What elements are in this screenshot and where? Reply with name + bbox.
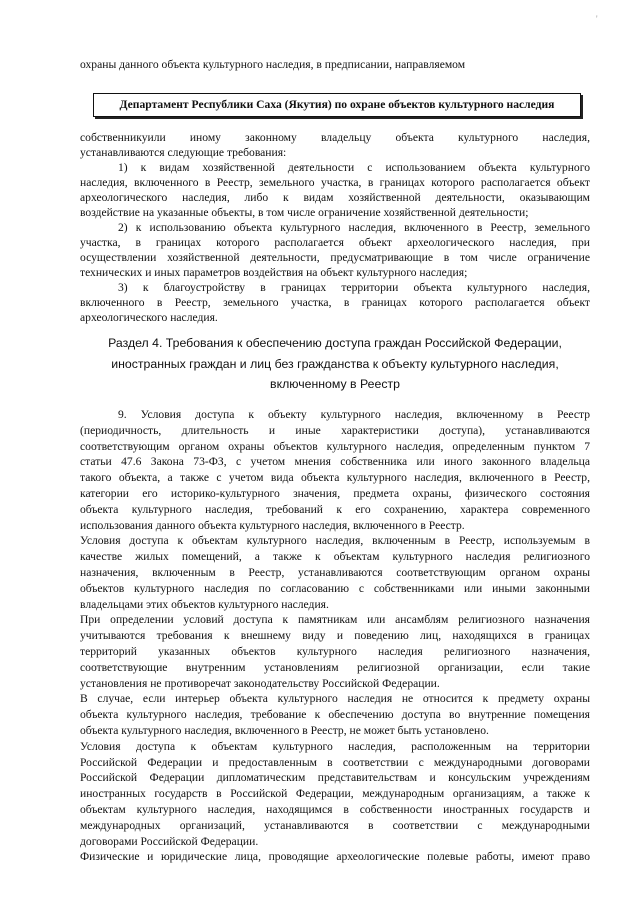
text-line: объекта культурного наследия, требование к обеспечению доступа во внутренние помещения	[80, 708, 590, 721]
text-line: технических и иных параметров воздействия на объект культурного наследия;	[80, 266, 468, 279]
text-line: 3) к благоустройству в границах территории объекта культурного наследия,	[118, 281, 590, 294]
text-line: качестве жилых помещений, а также к объектам культурного наследия религиозного	[80, 550, 590, 563]
text-line: Российской Федерации дипломатическим представительствам и консульским учреждениям	[80, 771, 590, 784]
text-line: Физические и юридические лица, проводящие археологические полевые работы, имеют право	[80, 850, 590, 863]
text-line: Российской Федерации и предоставленным в соответствии с международными договорами	[80, 756, 590, 769]
text-line: 1) к видам хозяйственной деятельности с использованием объекта культурного	[118, 161, 590, 174]
text-line: иностранных государств в Российской Федерации, международным организациям, а также к	[80, 787, 590, 800]
text-line: категории его историко-культурного значения, предмета охраны, физического состояния	[80, 487, 590, 500]
text-line: соответствующие внутренним установлениям религиозной организации, если такие	[80, 661, 590, 674]
text-line: использования данного объекта культурного наследия, включенного в Реестр.	[80, 519, 465, 532]
department-banner: Департамент Республики Саха (Якутия) по охране объектов культурного наследия	[93, 93, 581, 117]
text-line: осуществлении хозяйственной деятельности, предусматривающие в том числе ограничение	[80, 251, 590, 264]
top-line: охраны данного объекта культурного наследия, в предписании, направляемом	[80, 58, 466, 71]
text-line: международных организаций, устанавливаются в соответствии с международными	[80, 819, 590, 832]
text-line: наследия, включенного в Реестр, земельного участка, в границах которого располагается объект	[80, 176, 590, 189]
text-line: статьи 47.6 Закона 73-ФЗ, с учетом мнения собственника или иного законного владельца	[80, 455, 590, 468]
text-line: договорами Российской Федерации.	[80, 835, 259, 848]
text-line: археологического наследия.	[80, 311, 218, 324]
section-title-line: иностранных граждан и лиц без гражданства к объекту культурного наследия,	[111, 357, 559, 371]
text-line: соответствующим органом охраны объектов культурного наследия, определенным пунктом 7	[80, 440, 590, 453]
text-line: археологического наследия, либо к видам хозяйственной деятельности, оказывающим	[80, 191, 590, 204]
text-line: воздействие на указанные объекты, в том числе ограничение хозяйственной деятельности;	[80, 206, 529, 219]
text-line: такого объекта, а также с учетом вида объекта культурного наследия, включенного в Реестр,	[80, 471, 590, 484]
section-title-line: Раздел 4. Требования к обеспечению доступа граждан Российской Федерации,	[108, 336, 562, 350]
text-line: включенного в Реестр, земельного участка, в границах которого располагается объект	[80, 296, 590, 309]
text-line: владельцами этих объектов культурного наследия.	[80, 598, 329, 611]
text-line: устанавливаются следующие требования:	[80, 146, 287, 159]
section-title-line: включенному в Реестр	[270, 377, 400, 391]
text-line: При определении условий доступа к памятникам или ансамблям религиозного назначения	[80, 613, 590, 626]
text-line: собственникуили иному законному владельцу объекта культурного наследия,	[80, 131, 590, 144]
text-line: участка, в границах которого располагается объект археологического наследия, при	[80, 236, 590, 249]
text-line: (периодичность, длительность и иные характеристики доступа), устанавливаются	[80, 424, 590, 437]
text-line: учитываются требования к внешнему виду и поведению лиц, находящихся в границах	[80, 629, 590, 642]
text-line: 9. Условия доступа к объекту культурного наследия, включенному в Реестр	[118, 408, 590, 421]
text-line: объектов культурного наследия по согласованию с собственниками или иными законными	[80, 582, 590, 595]
text-line: 2) к использованию объекта культурного наследия, включенного в Реестр, земельного	[118, 221, 590, 234]
text-line: назначения, включенным в Реестр, устанавливаются соответствующим органом охраны	[80, 566, 590, 579]
text-line: объекта культурного наследия, требований к его сохранению, характера современного	[80, 503, 590, 516]
text-line: территорий указанных объектов культурного наследия религиозного назначения,	[80, 645, 590, 658]
text-line: В случае, если интерьер объекта культурного наследия не относится к предмету охраны	[80, 692, 590, 705]
text-line: объектам культурного наследия, находящимся в собственности иностранных государств и	[80, 803, 590, 816]
text-line: установления не противоречат законодательству Российской Федерации.	[80, 677, 440, 690]
corner-mark: '	[596, 14, 598, 24]
text-line: Условия доступа к объектам культурного наследия, включенным в Реестр, используемым в	[80, 534, 590, 547]
text-line: объекта культурного наследия, включенного в Реестр, не может быть установлено.	[80, 724, 489, 737]
text-line: Условия доступа к объектам культурного наследия, расположенным на территории	[80, 740, 590, 753]
